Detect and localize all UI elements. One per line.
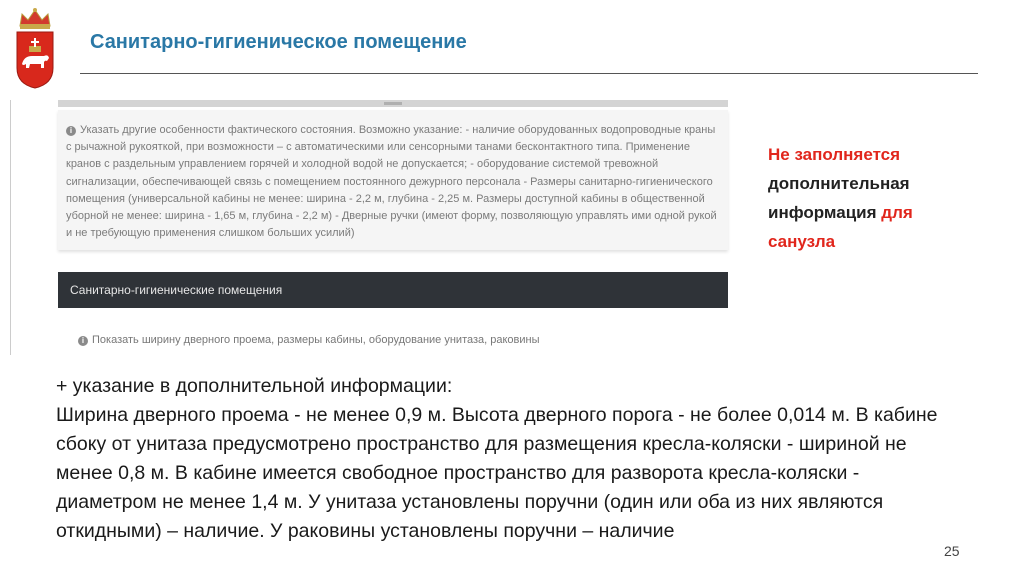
note-line-4: санузла [768,232,836,251]
note-line-3-dark: информация [768,203,877,222]
section-header[interactable] [58,272,728,308]
note-line-2: дополнительная [768,174,910,193]
section-hint [78,334,540,346]
info-circle-icon: i [66,126,76,136]
slide-title: Санитарно-гигиеническое помещение [90,31,467,53]
side-note [768,140,988,256]
hint-text: Показать ширину дверного проема, размеры кабины, оборудование унитаза, раковины [92,334,540,346]
body-intro: + указание в дополнительной информации: [56,375,453,397]
horizontal-scrollbar[interactable] [58,100,728,107]
form-screenshot [0,96,740,356]
note-line-1: Не заполняется [768,145,901,164]
info-box-text [66,122,718,242]
body-paragraph: Ширина дверного проема - не менее 0,9 м. Высота дверного порога - не более 0,014 м. В кабине сбоку от унитаза предусмотрено пространство для размещения кресла-коляски - шириной не менее 0,8 м. В кабине имеется свободное пространство для разворота кресла-коляски - диаметром не менее 1,4 м. У унитаза установлены поручни (один или оба из них являются откидными) – наличие. У раковины установлены поручни – наличие [56,404,938,542]
info-text: Указать другие особенности фактического состояния. Возможно указание: - наличие оборудованных водопроводные краны с рычажной рукояткой, при возможности – с автоматическими или сенсорными танами бесконтактного типа. Применение кранов с раздельным управлением горячей и холодной водой не допускается; - оборудование системой тревожной сигнализации, обеспечивающей связь с помещением постоянного дежурного персонала - Размеры санитарно-гигиенического помещения (универсальной кабины не менее: ширина - 2,2 м, глубина - 2,25 м. Размеры доступной кабины в общественной уборной не менее: ширина - 1,65 м, глубина - 2,2 м) - Дверные ручки (имеют форму, позволяющую управлять ими одной рукой и не требующую применения слишком больших усилий) [66,124,717,240]
perm-krai-coat-of-arms [12,6,58,90]
section-header-label: Санитарно-гигиенические помещения [70,283,283,297]
scroll-grip-icon[interactable] [384,102,402,105]
body-text [56,372,956,546]
coat-of-arms-icon [12,6,58,90]
info-box [58,110,728,250]
note-line-3-red: для [881,203,913,222]
info-circle-icon: i [78,336,88,346]
page-number: 25 [944,543,960,559]
title-divider [80,73,978,74]
